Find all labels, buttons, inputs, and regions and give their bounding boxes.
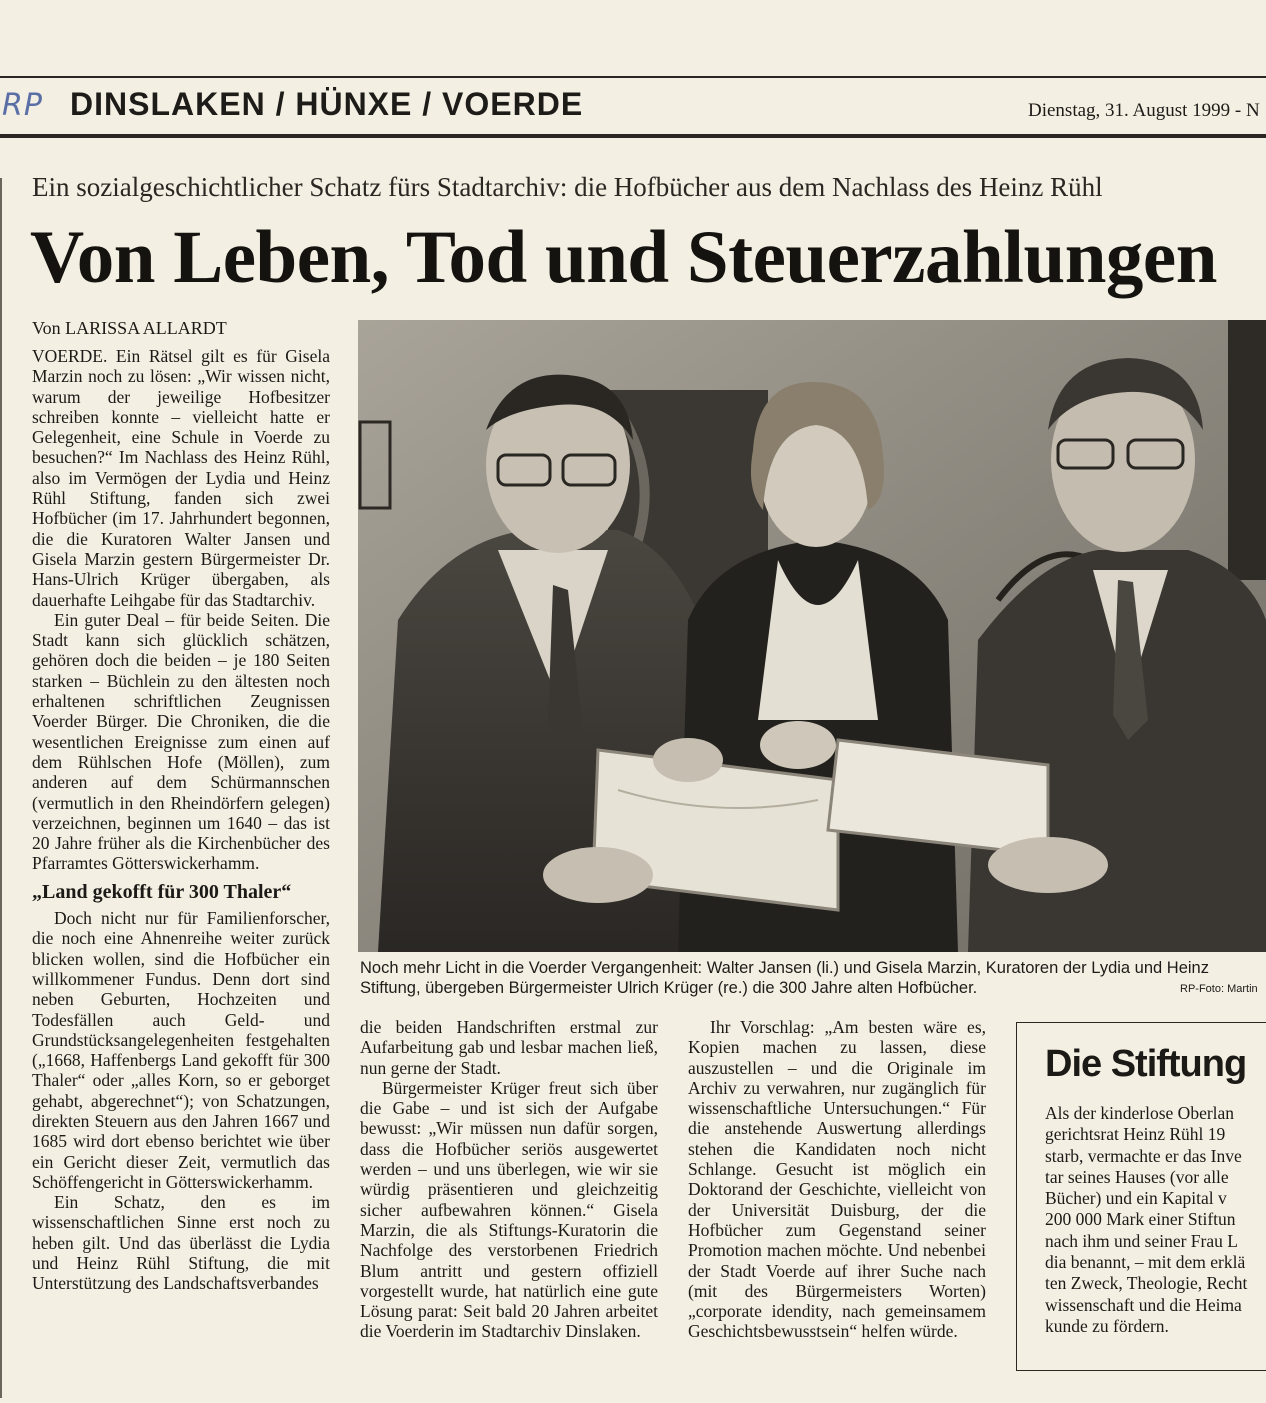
paragraph: die beiden Handschriften erstmal zur Aufarbeitung gab und lesbar machen ließ, nun gerne der Stadt. bbox=[360, 1017, 658, 1078]
paragraph: Ein guter Deal – für beide Seiten. Die Stadt kann sich glücklich schätzen, gehören doch die beiden – je 180 Seiten starken – Büchlein zu den ältesten noch erhaltenen schriftlichen Zeugnissen Voerder Bürger. Die Chroniken, die die wesentlichen Ereignisse zum einen auf dem Rühlschen Hofe (Möllen), zum anderen auf dem Schürmannschen (vermutlich in den Rheindörfern gelegen) verzeichnen, beginnen um 1640 – das ist 20 Jahre früher als die Kirchenbücher des Pfarramtes Götterswickerhamm. bbox=[32, 609, 330, 874]
photo-credit: RP-Foto: Martin bbox=[1180, 983, 1258, 995]
infobox-line: 200 000 Mark einer Stiftun bbox=[1045, 1209, 1236, 1230]
stiftung-infobox bbox=[1016, 1022, 1266, 1371]
infobox-text bbox=[1045, 1103, 1266, 1337]
infobox-line: tar seines Hauses (vor alle bbox=[1045, 1166, 1229, 1187]
article-headline: Von Leben, Tod und Steuerzahlungen bbox=[30, 216, 1217, 299]
infobox-line: kunde zu fördern. bbox=[1045, 1315, 1169, 1336]
article-column-3 bbox=[688, 1017, 986, 1342]
paragraph: VOERDE. Ein Rätsel gilt es für Gisela Marzin noch zu lösen: „Wir wissen nicht, warum der jeweilige Hofbesitzer schreiben konnte – vielleicht hatte er Gelegenheit, eine Schule in Voerde zu besuchen?“ Im Nachlass des Heinz Rühl, also im Vermögen der Lydia und Heinz Rühl Stiftung, fanden sich zwei Hofbücher (im 17. Jahrhundert begonnen, die die Kuratoren Walter Jansen und Gisela Marzin gestern Bürgermeister Dr. Hans-Ulrich Krüger übergaben, als dauerhafte Leihgabe für das Stadtarchiv. bbox=[32, 346, 330, 610]
photo-caption bbox=[360, 958, 1266, 998]
infobox-line: ten Zweck, Theologie, Recht bbox=[1045, 1273, 1248, 1294]
paragraph: Ein Schatz, den es im wissenschaftlichen Sinne erst noch zu heben gilt. Und das überlässt die Lydia und Heinz Rühl Stiftung, die mit Unterstützung des Landschaftsverbandes bbox=[32, 1192, 330, 1294]
section-title: DINSLAKEN / HÜNXE / VOERDE bbox=[70, 86, 584, 122]
infobox-line: starb, vermachte er das Inve bbox=[1045, 1145, 1242, 1166]
infobox-line: Bücher) und ein Kapital v bbox=[1045, 1188, 1227, 1209]
paragraph: Bürgermeister Krüger freut sich über die Gabe – und ist sich der Aufgabe bewusst: „Wir müssen nun dafür sorgen, dass die Hofbücher seriös ausgewertet werden – und uns überlegen, wie wir sie würdig präsentieren und gleichzeitig sicher aufbewahren können.“ Gisela Marzin, die als Stiftungs-Kuratorin die Nachfolge des verstorbenen Friedrich Blum antritt und gestern offiziell vorgestellt wurde, hat natürlich eine gute Lösung parat: Seit bald 20 Jahren arbeitet die Voerderin im Stadtarchiv Dinslaken. bbox=[360, 1077, 658, 1342]
infobox-line: gerichtsrat Heinz Rühl 19 bbox=[1045, 1124, 1226, 1145]
handwritten-rp-mark: RP bbox=[2, 88, 43, 123]
header-thick-rule bbox=[0, 134, 1266, 138]
top-thin-rule bbox=[0, 76, 1266, 78]
paragraph: Ihr Vorschlag: „Am besten wäre es, Kopien machen zu lassen, diese auszustellen – und die Originale im Archiv zu verwahren, nur zugänglich für wissenschaftliche Untersuchungen.“ Für die anstehende Auswertung allerdings stehen die Kandidaten noch nicht Schlange. Gesucht ist möglich ein Doktorand der Geschichte, vielleicht von der Universität Duisburg, der die Hofbücher zum Gegenstand seiner Promotion machen möchte. Und nebenbei der Stadt Voerde auf ihrer Suche nach (mit des Bürgermeisters Worten) „corporate idendity, nach gemeinsamem Geschichtsbewusstsein“ helfen würde. bbox=[688, 1017, 986, 1342]
article-photo bbox=[358, 320, 1266, 952]
infobox-line: wissenschaft und die Heima bbox=[1045, 1294, 1242, 1315]
article-column-1 bbox=[32, 346, 330, 1294]
infobox-title: Die Stiftung bbox=[1045, 1043, 1247, 1085]
paragraph: Doch nicht nur für Familienforscher, die noch eine Ahnenreihe weiter zurück blicken wollen, sind die Hofbücher ein willkommener Fundus. Denn dort sind neben Geburten, Hochzeiten und Todesfällen auch Geld- und Grundstücksangelegenheiten festgehalten („1668, Haffenbergs Land gekofft für 300 Thaler“ oder „alles Korn, so er geborget gehabt, abgerechnet“); von Schatzungen, direkten Steuern aus den Jahren 1667 und 1685 wird dort ebenso berichtet wie über ein Gericht dieser Zeit, vermutlich das Schöffengericht in Götterswickerhamm. bbox=[32, 908, 330, 1192]
infobox-line: nach ihm und seiner Frau L bbox=[1045, 1230, 1238, 1251]
infobox-line: dia benannt, – mit dem erklä bbox=[1045, 1252, 1246, 1273]
article-byline: Von LARISSA ALLARDT bbox=[32, 318, 227, 338]
article-kicker: Ein sozialgeschichtlicher Schatz fürs Stadtarchiv: die Hofbücher aus dem Nachlass des Heinz Rühl bbox=[32, 172, 1103, 202]
issue-date: Dienstag, 31. August 1999 - N bbox=[1028, 100, 1260, 121]
article-column-2 bbox=[360, 1017, 658, 1342]
caption-line: Noch mehr Licht in die Voerder Vergangenheit: Walter Jansen (li.) und Gisela Marzin, Kuratoren der Lydia und Heinz bbox=[360, 959, 1209, 977]
left-margin-rule bbox=[0, 178, 2, 1398]
photo-illustration bbox=[358, 320, 1266, 952]
infobox-line: Als der kinderlose Oberlan bbox=[1045, 1103, 1235, 1123]
caption-line: Stiftung, übergeben Bürgermeister Ulrich Krüger (re.) die 300 Jahre alten Hofbücher. bbox=[360, 979, 978, 997]
article-subhead: „Land gekofft für 300 Thaler“ bbox=[32, 880, 292, 903]
